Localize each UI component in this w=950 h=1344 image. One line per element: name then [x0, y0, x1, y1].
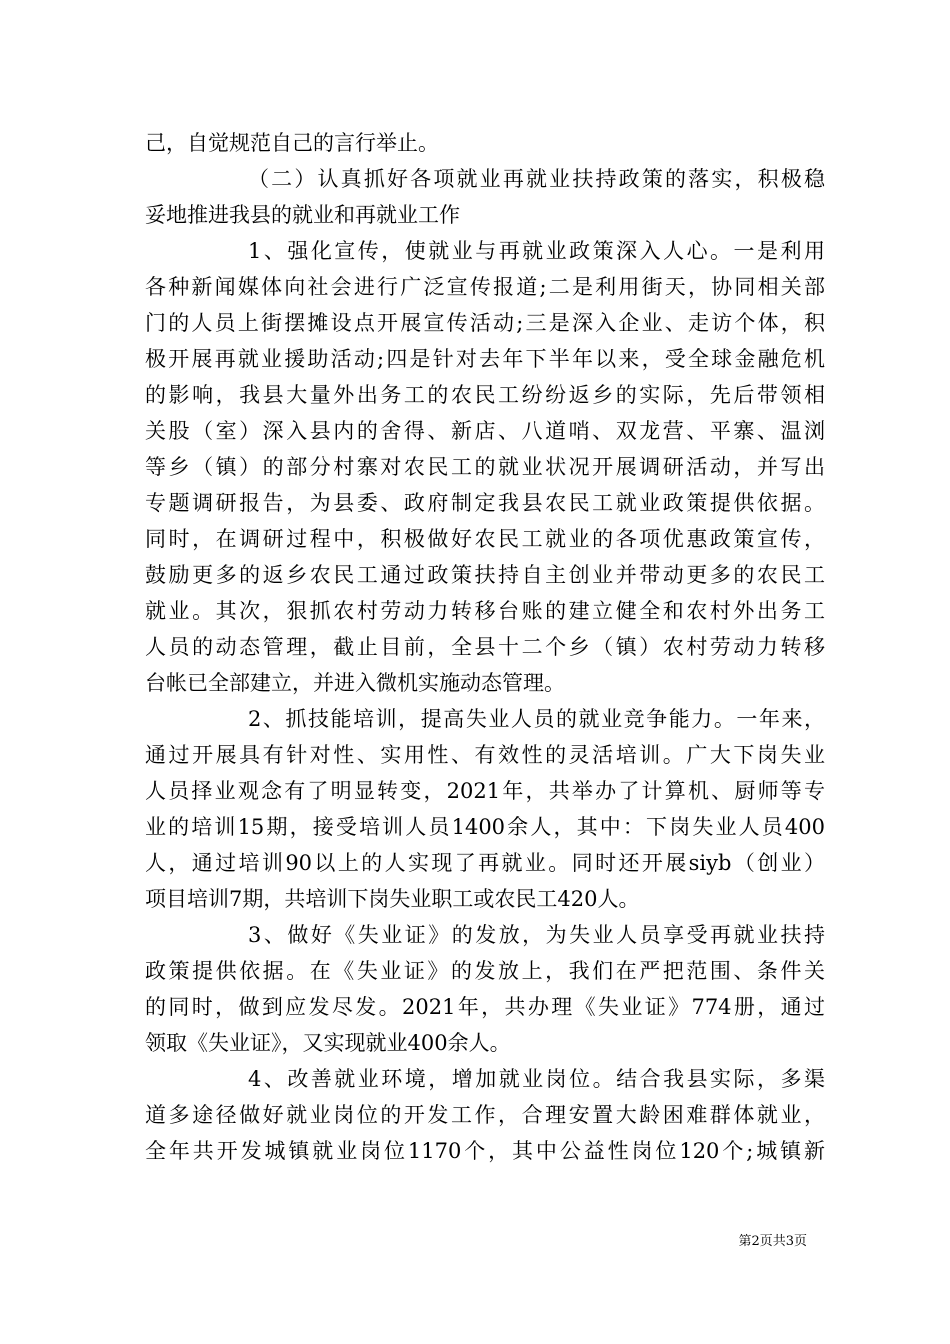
text-line: 同时，在调研过程中，积极做好农民工就业的各项优惠政策宣传， [145, 527, 825, 551]
text-line: 人员的动态管理，截止目前，全县十二个乡（镇）农村劳动力转移 [145, 635, 825, 659]
text-line: 的影响，我县大量外出务工的农民工纷纷返乡的实际，先后带领相 [145, 383, 825, 407]
text-line: 领取《失业证》，又实现就业400余人。 [145, 1031, 511, 1055]
section-heading: （二）认真抓好各项就业再就业扶持政策的落实，积极稳 [248, 167, 825, 191]
text-line: 等乡（镇）的部分村寨对农民工的就业状况开展调研活动，并写出 [145, 455, 825, 479]
text-line: 2、抓技能培训，提高失业人员的就业竞争能力。一年来， [248, 707, 825, 731]
section-heading: 妥地推进我县的就业和再就业工作 [145, 203, 460, 227]
text-line: 人员择业观念有了明显转变，2021年，共举办了计算机、厨师等专 [145, 779, 825, 803]
text-line: 鼓励更多的返乡农民工通过政策扶持自主创业并带动更多的农民工 [145, 563, 825, 587]
text-line: 业的培训15期，接受培训人员1400余人，其中：下岗失业人员400 [145, 815, 825, 839]
text-line: 项目培训7期，共培训下岗失业职工或农民工420人。 [145, 887, 640, 911]
text-line: 全年共开发城镇就业岗位1170个，其中公益性岗位120个;城镇新 [145, 1139, 825, 1163]
text-line: 极开展再就业援助活动;四是针对去年下半年以来，受全球金融危机 [145, 347, 825, 371]
text-line: 1、强化宣传，使就业与再就业政策深入人心。一是利用 [248, 239, 825, 263]
text-line: 3、做好《失业证》的发放，为失业人员享受再就业扶持 [248, 923, 825, 947]
text-line: 4、改善就业环境，增加就业岗位。结合我县实际，多渠 [248, 1067, 825, 1091]
text-line: 台帐已全部建立，并进入微机实施动态管理。 [145, 671, 565, 695]
text-line: 关股（室）深入县内的舍得、新店、八道哨、双龙营、平寨、温浏 [145, 419, 825, 443]
text-line: 的同时，做到应发尽发。2021年，共办理《失业证》774册，通过 [145, 995, 825, 1019]
text-line: 人，通过培训90以上的人实现了再就业。同时还开展siyb（创业） [145, 851, 825, 875]
text-line: 专题调研报告，为县委、政府制定我县农民工就业政策提供依据。 [145, 491, 825, 515]
text-line: 门的人员上街摆摊设点开展宣传活动;三是深入企业、走访个体，积 [145, 311, 825, 335]
page-number: 第2页共3页 [738, 1234, 807, 1249]
text-line: 政策提供依据。在《失业证》的发放上，我们在严把范围、条件关 [145, 959, 825, 983]
text-line: 己，自觉规范自己的言行举止。 [145, 131, 439, 155]
text-line: 就业。其次，狠抓农村劳动力转移台账的建立健全和农村外出务工 [145, 599, 825, 623]
text-line: 道多途径做好就业岗位的开发工作，合理安置大龄困难群体就业， [145, 1103, 825, 1127]
text-line: 各种新闻媒体向社会进行广泛宣传报道;二是利用街天，协同相关部 [145, 275, 825, 299]
text-line: 通过开展具有针对性、实用性、有效性的灵活培训。广大下岗失业 [145, 743, 825, 767]
